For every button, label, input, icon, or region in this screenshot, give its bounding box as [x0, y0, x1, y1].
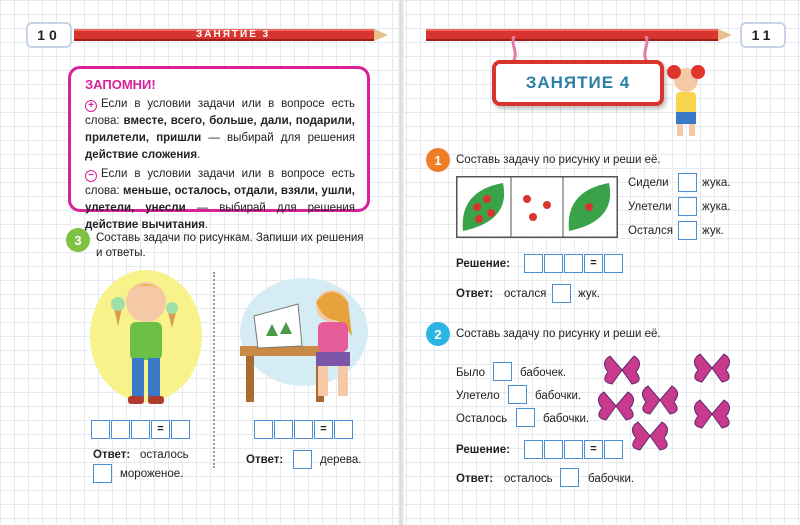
divider-dotted: [213, 272, 215, 468]
task-1-row-3-label: Остался: [628, 225, 673, 237]
answer-box[interactable]: [564, 254, 583, 273]
answer-box[interactable]: [678, 173, 697, 192]
task-2-row-3-label: Осталось: [456, 413, 508, 425]
answer-box[interactable]: [111, 420, 130, 439]
task-2-row-2-label: Улетело: [456, 390, 500, 402]
answer-box[interactable]: [552, 284, 571, 303]
task-1-row-2-unit: жука.: [702, 201, 731, 213]
rule-addition-action: действие сложения: [85, 149, 198, 161]
pencil-tip-right-icon: [718, 29, 732, 41]
task-1-row-1-unit: жука.: [702, 177, 731, 189]
answer-box[interactable]: [544, 254, 563, 273]
answer-suffix: мороженое.: [120, 468, 184, 480]
equals-sign: =: [151, 420, 170, 439]
task-2-row-1-label: Было: [456, 367, 486, 379]
girl-mascot-illustration: [664, 62, 708, 138]
page-number-left: 10: [26, 22, 72, 48]
book-spine: [398, 0, 404, 525]
rule-subtraction-pre: Если в условии задачи или в вопросе есть слова:: [85, 168, 355, 197]
task-2-row-1-unit: бабочек.: [520, 367, 567, 379]
answer-box[interactable]: [604, 254, 623, 273]
rule-addition-pre: Если в условии задачи или в вопросе есть слова:: [85, 98, 355, 127]
answer-box[interactable]: [678, 221, 697, 240]
lesson-4-title: ЗАНЯТИЕ 4: [492, 60, 664, 106]
answer-box[interactable]: [91, 420, 110, 439]
answer-box[interactable]: [564, 440, 583, 459]
answer-box[interactable]: [508, 385, 527, 404]
answer-box[interactable]: [544, 440, 563, 459]
rule-addition-end: .: [197, 149, 201, 161]
answer-box[interactable]: [678, 197, 697, 216]
task-1-row-3-unit: жук.: [702, 225, 724, 237]
task-3-text: Составь задачи по рисункам. Запиши их решения и ответы.: [96, 232, 364, 259]
beetles-leaves-illustration: [457, 177, 617, 237]
rule-subtraction-end: .: [204, 219, 209, 231]
rule-subtraction-mid: — выбирай для решения: [185, 202, 356, 214]
answer-suffix: жук.: [578, 288, 600, 300]
answer-box[interactable]: [254, 420, 273, 439]
answer-label: Ответ:: [456, 288, 494, 300]
pencil-tip-left-icon: [374, 29, 388, 41]
answer-box[interactable]: [171, 420, 190, 439]
equals-sign: =: [314, 420, 333, 439]
equals-sign: =: [584, 440, 603, 459]
answer-box[interactable]: [524, 440, 543, 459]
remember-title: ЗАПОМНИ!: [85, 77, 156, 92]
answer-prefix: осталось: [140, 449, 189, 461]
answer-box[interactable]: [274, 420, 293, 439]
answer-box[interactable]: [516, 408, 535, 427]
plus-circle-icon: +: [85, 100, 97, 112]
answer-box[interactable]: [493, 362, 512, 381]
answer-prefix: осталось: [504, 473, 553, 485]
answer-box[interactable]: [131, 420, 150, 439]
answer-label: Ответ:: [456, 473, 494, 485]
boy-ice-cream-illustration: [86, 268, 206, 416]
girl-reading-illustration: [236, 276, 370, 406]
answer-suffix: бабочки.: [588, 473, 635, 485]
solution-label: Решение:: [456, 258, 511, 270]
answer-box[interactable]: [334, 420, 353, 439]
minus-circle-icon: −: [85, 170, 97, 182]
remember-box: [68, 66, 370, 231]
answer-label: Ответ:: [246, 454, 284, 466]
answer-box[interactable]: [93, 464, 112, 483]
answer-box[interactable]: [293, 450, 312, 469]
task-2-row-3-unit: бабочки.: [543, 413, 590, 425]
task-2-text: Составь задачу по рисунку и реши её.: [456, 328, 661, 340]
task-3-badge: 3: [66, 228, 90, 252]
answer-prefix: остался: [504, 288, 547, 300]
equals-sign: =: [584, 254, 603, 273]
solution-label: Решение:: [456, 444, 511, 456]
header-lesson-3: ЗАНЯТИЕ 3: [196, 29, 271, 40]
answer-label: Ответ:: [93, 449, 131, 461]
answer-box[interactable]: [560, 468, 579, 487]
rule-addition-mid: — выбирай для решения: [201, 132, 355, 144]
rule-subtraction: [85, 166, 355, 234]
task-1-text: Составь задачу по рисунку и реши её.: [456, 154, 661, 166]
beetles-picture: [456, 176, 618, 238]
task-2-row-2-unit: бабочки.: [535, 390, 582, 402]
task-1-row-1-label: Сидели: [628, 177, 669, 189]
answer-suffix: дерева.: [320, 454, 362, 466]
task-1-badge: 1: [426, 148, 450, 172]
rule-addition-words: вместе, всего, больше, дали, подарили, прилетели, пришли: [85, 115, 355, 144]
answer-box[interactable]: [524, 254, 543, 273]
rule-addition: [85, 96, 355, 164]
task-1-row-2-label: Улетели: [628, 201, 672, 213]
answer-box[interactable]: [294, 420, 313, 439]
answer-box[interactable]: [604, 440, 623, 459]
task-2-badge: 2: [426, 322, 450, 346]
rule-subtraction-action: действие вычитания: [85, 219, 205, 231]
rule-subtraction-words: меньше, осталось, отдали, взяли, ушли, улетели, унесли: [85, 185, 355, 214]
page-number-right: 11: [740, 22, 786, 48]
